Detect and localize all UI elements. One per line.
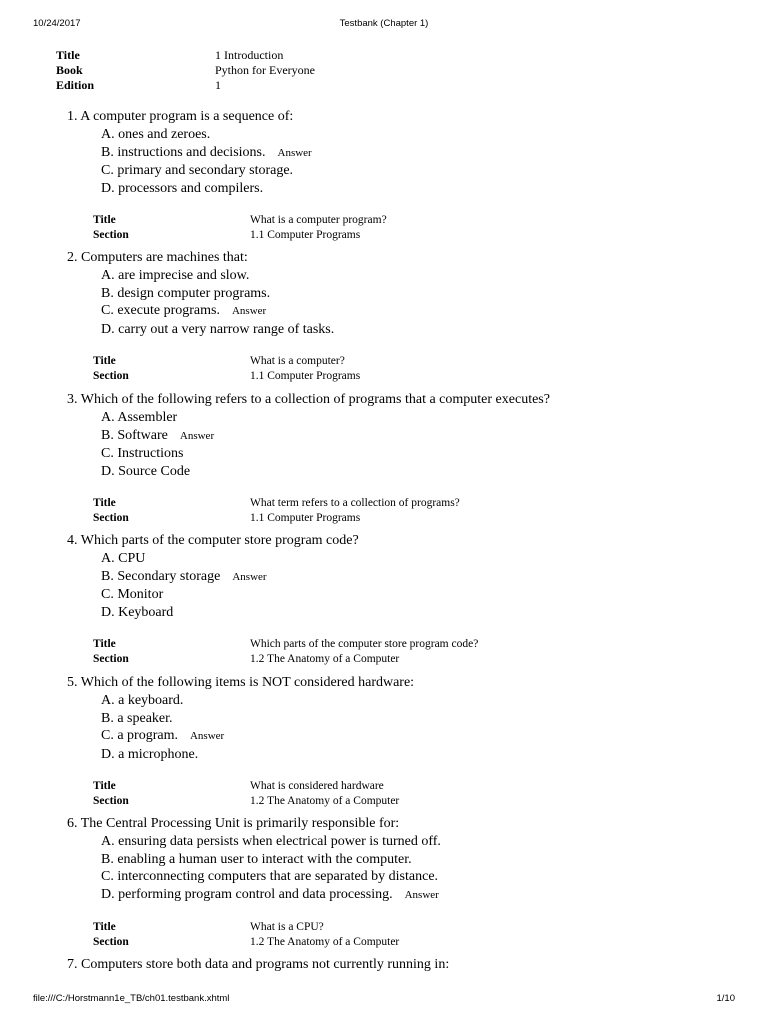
options-list bbox=[101, 550, 478, 621]
meta-label: Book bbox=[56, 63, 83, 77]
option-text: D. Source Code bbox=[101, 463, 191, 479]
meta-value: 1 bbox=[215, 78, 221, 92]
question-title: What term refers to a collection of programs? bbox=[250, 497, 460, 510]
option-a bbox=[101, 126, 387, 144]
question-5 bbox=[67, 674, 414, 809]
answer-marker: Answer bbox=[404, 888, 439, 901]
question-4 bbox=[67, 532, 478, 667]
section-label: Section bbox=[93, 229, 129, 242]
question-title: What is considered hardware bbox=[250, 780, 384, 793]
question-section: 1.2 The Anatomy of a Computer bbox=[250, 936, 400, 949]
option-d bbox=[101, 886, 441, 905]
option-text: B. Secondary storage bbox=[101, 568, 221, 584]
option-text: C. Instructions bbox=[101, 446, 184, 462]
question-meta bbox=[93, 920, 441, 950]
option-d bbox=[101, 463, 550, 481]
question-7 bbox=[67, 956, 449, 974]
title-label: Title bbox=[93, 921, 116, 934]
option-b bbox=[101, 710, 414, 728]
option-b bbox=[101, 285, 360, 303]
question-title: What is a CPU? bbox=[250, 921, 324, 934]
section-label: Section bbox=[93, 653, 129, 666]
meta-value: 1 Introduction bbox=[215, 48, 284, 62]
options-list bbox=[101, 692, 414, 763]
question-stem: 3. Which of the following refers to a collection of programs that a computer executes? bbox=[67, 392, 550, 407]
question-6 bbox=[67, 815, 441, 950]
option-text: D. processors and compilers. bbox=[101, 180, 264, 196]
document-meta bbox=[56, 48, 315, 93]
option-text: A. ensuring data persists when electrical power is turned off. bbox=[101, 834, 441, 849]
option-text: B. instructions and decisions. bbox=[101, 144, 266, 160]
question-title: Which parts of the computer store program code? bbox=[250, 638, 479, 651]
options-list bbox=[101, 409, 550, 480]
answer-marker: Answer bbox=[231, 305, 267, 318]
section-label: Section bbox=[93, 795, 129, 808]
question-1 bbox=[67, 108, 387, 243]
question-meta bbox=[93, 354, 360, 384]
question-stem: 5. Which of the following items is NOT considered hardware: bbox=[67, 675, 415, 690]
option-text: B. enabling a human user to interact with the computer. bbox=[101, 851, 412, 867]
question-stem: 4. Which parts of the computer store program code? bbox=[67, 533, 359, 548]
option-b bbox=[101, 851, 441, 869]
option-text: D. performing program control and data processing. bbox=[101, 886, 393, 902]
meta-label: Title bbox=[56, 48, 80, 62]
question-stem: 1. A computer program is a sequence of: bbox=[67, 109, 294, 124]
answer-marker: Answer bbox=[189, 730, 225, 743]
title-label: Title bbox=[93, 214, 116, 227]
option-b bbox=[101, 427, 550, 446]
option-a bbox=[101, 409, 550, 427]
section-label: Section bbox=[93, 512, 129, 525]
question-meta bbox=[93, 496, 550, 526]
answer-marker: Answer bbox=[277, 146, 312, 159]
option-text: B. design computer programs. bbox=[101, 285, 271, 301]
option-text: C. execute programs. bbox=[101, 303, 220, 319]
title-label: Title bbox=[93, 638, 116, 651]
question-section: 1.2 The Anatomy of a Computer bbox=[250, 653, 400, 666]
question-2 bbox=[67, 249, 360, 384]
question-meta bbox=[93, 213, 387, 243]
section-label: Section bbox=[93, 370, 129, 383]
option-text: D. Keyboard bbox=[101, 604, 174, 620]
question-section: 1.2 The Anatomy of a Computer bbox=[250, 795, 400, 808]
title-label: Title bbox=[93, 355, 116, 368]
meta-row-title bbox=[56, 48, 315, 63]
option-text: D. a microphone. bbox=[101, 746, 199, 762]
question-meta bbox=[93, 637, 478, 667]
option-c bbox=[101, 586, 478, 604]
question-stem: 2. Computers are machines that: bbox=[67, 250, 248, 265]
option-text: B. a speaker. bbox=[101, 710, 173, 726]
print-title: Testbank (Chapter 1) bbox=[339, 18, 429, 29]
option-c bbox=[101, 445, 550, 463]
question-section: 1.1 Computer Programs bbox=[250, 370, 361, 383]
section-label: Section bbox=[93, 936, 129, 949]
option-c bbox=[101, 727, 414, 746]
options-list bbox=[101, 126, 387, 197]
option-text: C. a program. bbox=[101, 728, 178, 744]
answer-marker: Answer bbox=[179, 429, 215, 442]
question-3 bbox=[67, 391, 550, 526]
option-a bbox=[101, 692, 414, 710]
question-title: What is a computer program? bbox=[250, 214, 387, 227]
question-meta bbox=[93, 779, 414, 809]
option-d bbox=[101, 180, 387, 198]
option-b bbox=[101, 144, 387, 163]
question-section: 1.1 Computer Programs bbox=[250, 512, 361, 525]
question-title: What is a computer? bbox=[250, 355, 345, 368]
options-list bbox=[101, 833, 441, 904]
answer-marker: Answer bbox=[232, 570, 267, 583]
meta-label: Edition bbox=[56, 78, 95, 92]
question-section: 1.1 Computer Programs bbox=[250, 229, 361, 242]
option-a bbox=[101, 267, 360, 285]
option-text: A. a keyboard. bbox=[101, 693, 184, 708]
option-text: A. ones and zeroes. bbox=[101, 127, 211, 142]
question-stem: 7. Computers store both data and programs not currently running in: bbox=[67, 957, 450, 972]
options-list bbox=[101, 267, 360, 338]
option-text: B. Software bbox=[101, 427, 168, 443]
option-text: C. primary and secondary storage. bbox=[101, 163, 294, 179]
meta-value: Python for Everyone bbox=[215, 63, 315, 77]
option-text: A. Assembler bbox=[101, 410, 178, 425]
option-a bbox=[101, 550, 478, 568]
page-number: 1/10 bbox=[716, 993, 735, 1004]
option-c bbox=[101, 302, 360, 321]
option-text: A. CPU bbox=[101, 551, 146, 566]
option-d bbox=[101, 746, 414, 764]
meta-row-book bbox=[56, 63, 315, 78]
meta-row-edition bbox=[56, 78, 315, 93]
question-stem: 6. The Central Processing Unit is primarily responsible for: bbox=[67, 816, 400, 831]
option-text: A. are imprecise and slow. bbox=[101, 268, 250, 283]
option-text: C. Monitor bbox=[101, 587, 164, 603]
option-d bbox=[101, 321, 360, 339]
option-c bbox=[101, 868, 441, 886]
file-path: file:///C:/Horstmann1e_TB/ch01.testbank.xhtml bbox=[33, 993, 230, 1004]
print-date: 10/24/2017 bbox=[33, 18, 81, 29]
title-label: Title bbox=[93, 780, 116, 793]
option-d bbox=[101, 604, 478, 622]
option-c bbox=[101, 162, 387, 180]
option-text: D. carry out a very narrow range of tasks. bbox=[101, 321, 335, 337]
option-a bbox=[101, 833, 441, 851]
option-text: C. interconnecting computers that are separated by distance. bbox=[101, 869, 439, 885]
option-b bbox=[101, 568, 478, 587]
title-label: Title bbox=[93, 497, 116, 510]
